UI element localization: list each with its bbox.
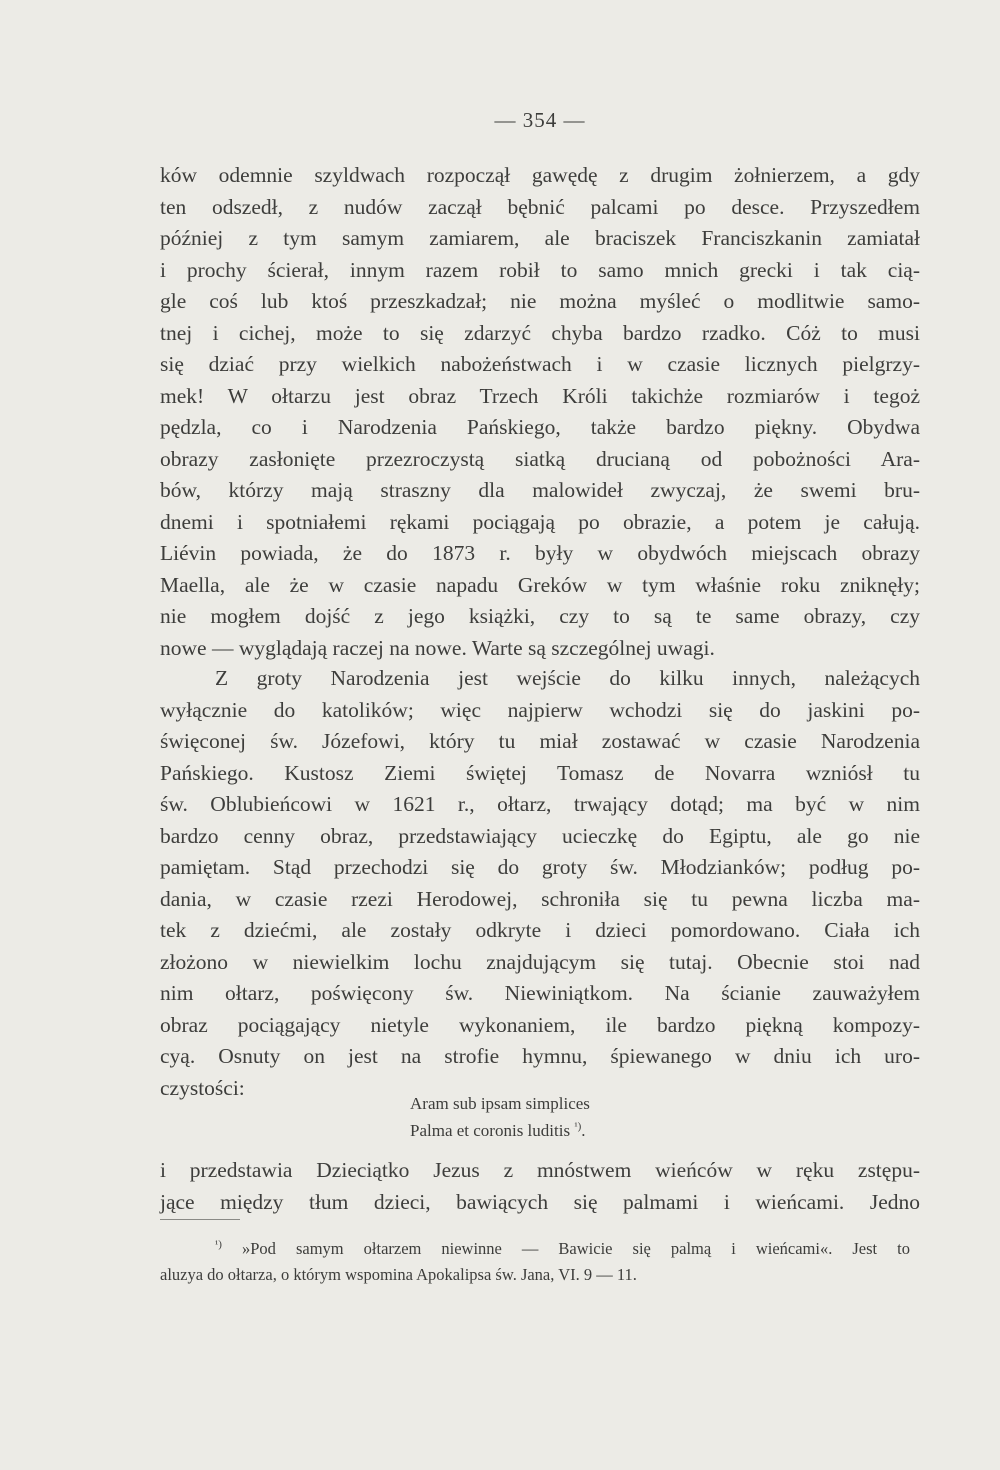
paragraph-2 (160, 663, 920, 1104)
footnote-line: aluzya do ołtarza, o którym wspomina Apokalipsa św. Jana, VI. 9 — 11. (160, 1265, 637, 1284)
footnote (160, 1236, 910, 1288)
text-line: mek! W ołtarzu jest obraz Trzech Króli takichże rozmiarów i tegoż (160, 383, 920, 408)
verse-line-text: Palma et coronis luditis (410, 1121, 571, 1140)
text-line: Maella, ale że w czasie napadu Greków w tym właśnie roku zniknęły; (160, 572, 920, 597)
text-line: Liévin powiada, że do 1873 r. były w obydwóch miejscach obrazy (160, 541, 920, 565)
text-line: pędzla, co i Narodzenia Pańskiego, także bardzo piękny. Obydwa (160, 415, 920, 439)
text-line: gle coś lub ktoś przeszkadzał; nie można myśleć o modlitwie samo- (160, 289, 920, 313)
page-number: — 354 — (494, 108, 586, 132)
text-line: bardzo cenny obraz, przedstawiający ucieczkę do Egiptu, ale go nie (160, 823, 920, 848)
text-line: się dziać przy wielkich nabożeństwach i w czasie licznych pielgrzy- (160, 352, 920, 376)
text-line: złożono w niewielkim lochu znajdującym się tutaj. Obecnie stoi nad (160, 949, 920, 974)
paragraph-1 (160, 160, 920, 664)
text-line: nowe — wyglądają raczej na nowe. Warte są szczególnej uwagi. (160, 635, 715, 660)
text-line: tnej i cichej, może to się zdarzyć chyba bardzo rzadko. Cóż to musi (160, 320, 920, 345)
text-line: święconej św. Józefowi, który tu miał zostawać w czasie Narodzenia (160, 729, 920, 753)
text-line: i prochy ścierał, innym razem robił to samo mnich grecki i tak cią- (160, 257, 920, 282)
text-line: nim ołtarz, poświęcony św. Niewiniątkom. Na ścianie zauważyłem (160, 981, 920, 1005)
footnote-mark: ¹) (215, 1238, 222, 1251)
footnote-line (160, 1236, 910, 1262)
text-line: Z groty Narodzenia jest wejście do kilku innych, należących (215, 666, 920, 690)
text-line: obraz pociągający nietyle wykonaniem, ile bardzo piękną kompozy- (160, 1012, 920, 1037)
text-line: wyłącznie do katolików; więc najpierw wchodzi się do jaskini po- (160, 697, 920, 722)
verse-line: Aram sub ipsam simplices (410, 1094, 590, 1113)
footnote-divider (160, 1219, 240, 1220)
text-line: dnemi i spotniałemi rękami pociągają po obrazie, a potem je całują. (160, 509, 920, 534)
text-line: nie mogłem dojść z jego książki, czy to są te same obrazy, czy (160, 604, 920, 628)
footnote-reference: ¹) (574, 1120, 582, 1133)
text-line: dania, w czasie rzezi Herodowej, schroniła się tu pewna liczba ma- (160, 886, 920, 911)
text-line: św. Oblubieńcowi w 1621 r., ołtarz, trwający dotąd; ma być w nim (160, 792, 920, 816)
verse-quote (410, 1090, 590, 1144)
text-line: obrazy zasłonięte przezroczystą siatką drucianą od pobożności Ara- (160, 446, 920, 471)
text-line: bów, którzy mają straszny dla malowideł zwyczaj, że swemi bru- (160, 478, 920, 502)
text-line: tek z dziećmi, ale zostały odkryte i dzieci pomordowano. Ciała ich (160, 918, 920, 942)
paragraph-3 (160, 1155, 920, 1218)
text-line: ków odemnie szyldwach rozpoczął gawędę z drugim żołnierzem, a gdy (160, 163, 920, 187)
verse-line-end: . (581, 1121, 586, 1140)
text-line: cyą. Osnuty on jest na strofie hymnu, śpiewanego w dniu ich uro- (160, 1044, 920, 1068)
text-line: Pańskiego. Kustosz Ziemi świętej Tomasz de Novarra wzniósł tu (160, 760, 920, 785)
footnote-text: »Pod samym ołtarzem niewinne — Bawicie się palmą i wieńcami«. Jest to (242, 1239, 910, 1258)
text-line: pamiętam. Stąd przechodzi się do groty św. Młodzianków; podług po- (160, 855, 920, 879)
text-line: czystości: (160, 1075, 245, 1100)
text-line: jące między tłum dzieci, bawiących się palmami i wieńcami. Jedno (160, 1189, 920, 1214)
text-line: i przedstawia Dzieciątko Jezus z mnóstwem wieńców w ręku zstępu- (160, 1158, 920, 1182)
verse-line (410, 1117, 590, 1144)
text-line: ten odszedł, z nudów zaczął bębnić palcami po desce. Przyszedłem (160, 194, 920, 219)
text-line: później z tym samym zamiarem, ale braciszek Franciszkanin zamiatał (160, 226, 920, 250)
